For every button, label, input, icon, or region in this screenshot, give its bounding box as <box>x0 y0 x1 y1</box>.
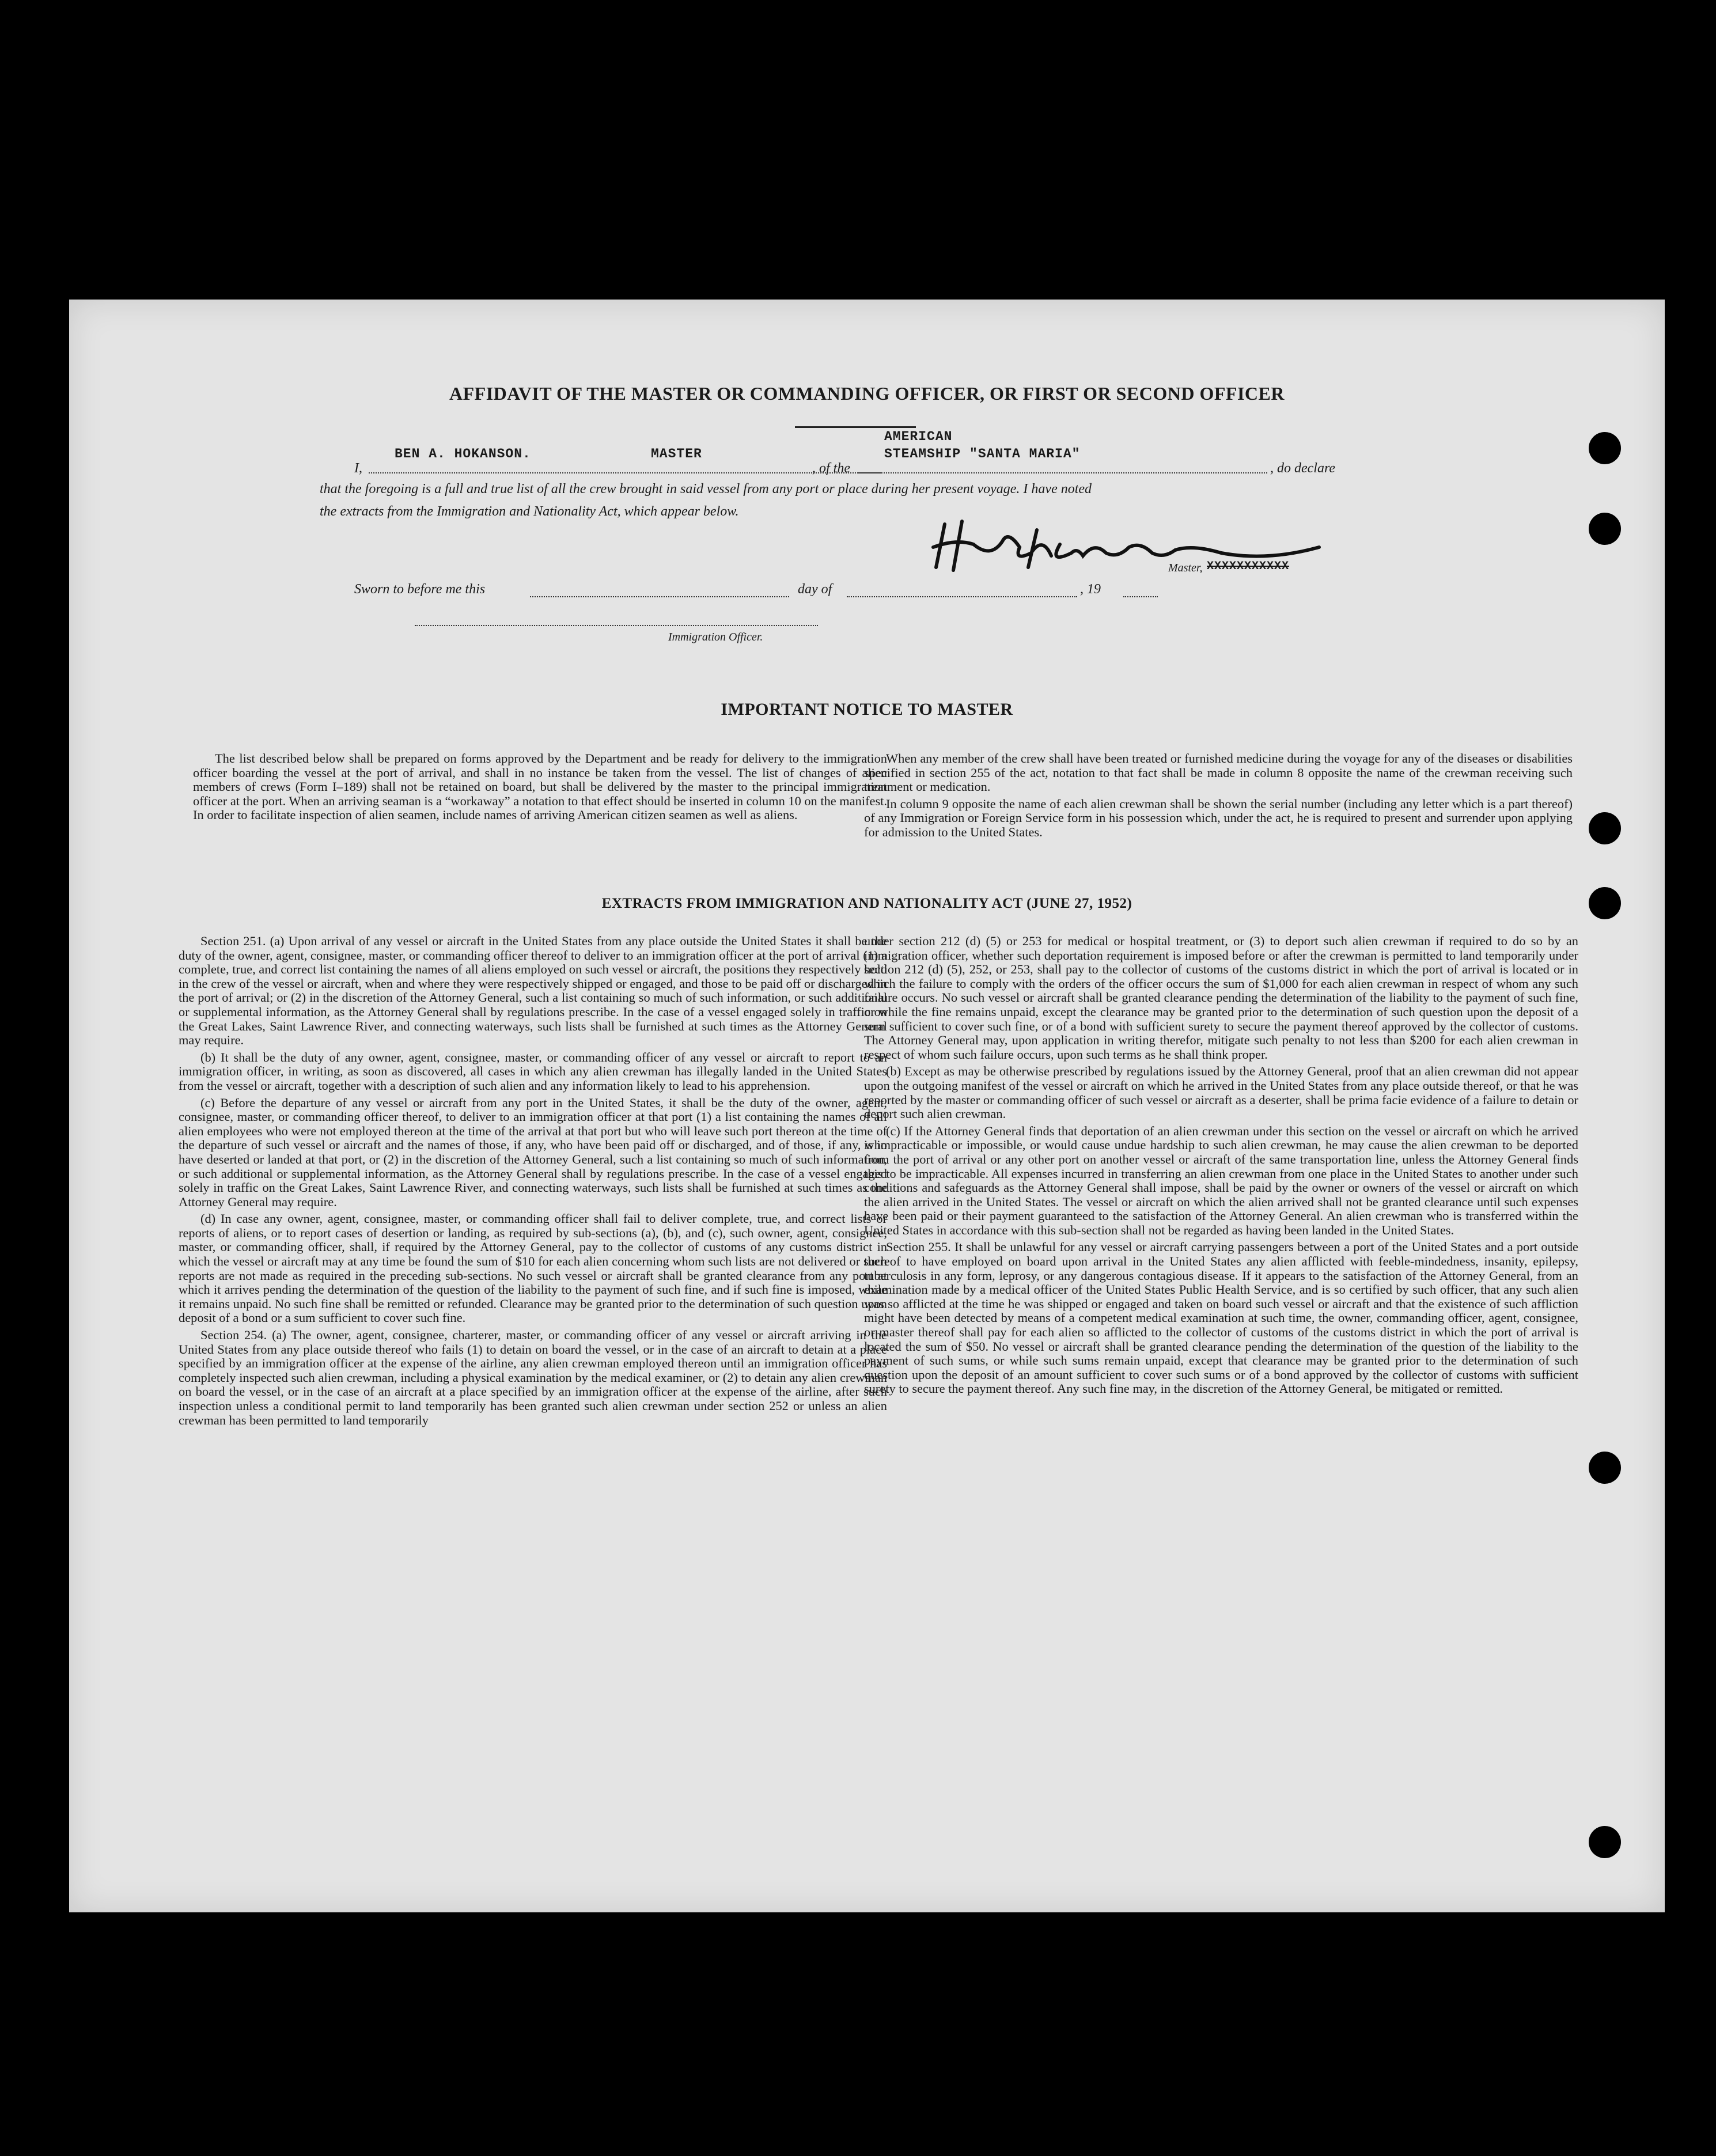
punch-hole <box>1589 432 1621 464</box>
statement-line-2: the extracts from the Immigration and Nationality Act, which appear below. <box>320 504 739 519</box>
punch-hole <box>1589 513 1621 545</box>
vessel-nationality: AMERICAN <box>884 429 953 444</box>
notice-left-column <box>193 752 887 825</box>
do-declare-label: , do declare <box>1270 461 1336 476</box>
statement-line-1: that the foregoing is a full and true list of all the crew brought in said vessel from any port or place during her present voyage. I have noted <box>320 482 1092 497</box>
section-251-b: (b) It shall be the duty of any owner, agent, consignee, master, or commanding officer of any vessel or aircraft to report to an immigration officer, in writing, as soon as discovered, all cases in which any alien crewman has illegally landed in the United States from the vessel or aircraft, together with a description of such alien and any information likely to lead to his apprehension. <box>179 1049 887 1093</box>
punch-hole <box>1589 812 1621 844</box>
section-254-b: (b) Except as may be otherwise prescribed by regulations issued by the Attorney General, proof that an alien crewman did not appear upon the outgoing manifest of the vessel or aircraft on which he arrived in the United States from any place outside thereof, or that he was reported by the master or commanding officer of such vessel or aircraft as a deserter, shall be prima facie evidence of a failure to detain or deport such alien crewman. <box>864 1064 1578 1121</box>
immigration-officer-label: Immigration Officer. <box>668 631 763 643</box>
notice-right-column <box>864 752 1573 843</box>
name-line <box>369 472 881 473</box>
section-251-d: (d) In case any owner, agent, consignee, master, or commanding officer shall fail to deliver complete, true, and correct lists or reports of aliens, or to report cases of desertion or landing, as required by sub-sections (a), (b), and (c), such owner, agent, consignee, master, or commanding officer, shall, if required by the Attorney General, pay to the collector of customs of any customs district in which the vessel or aircraft may at any time be found the sum of $10 for each alien concerning whom such lists are not delivered or such reports are not made as required in the preceding sub-sections. No such vessel or aircraft shall be granted clearance from any port at which it arrives pending the determination of the question of the liability to the payment of such fine, and if such fine is imposed, while it remains unpaid. No such fine shall be remitted or refunded. Clearance may be granted prior to the determination of such question upon deposit of a bond or a sum sufficient to cover such fine. <box>179 1211 887 1325</box>
of-the-label: , of the <box>812 461 850 476</box>
extracts-right-column <box>864 934 1578 1399</box>
sworn-day-line <box>530 596 789 597</box>
year-label: , 19 <box>1080 582 1101 597</box>
notice-right-paragraph-1: When any member of the crew shall have been treated or furnished medicine during the voyage for any of the diseases or disabilities specified in section 255 of the act, notation to that fact shall be made in column 8 opposite the name of the crewman receiving such treatment or medication. <box>864 751 1573 794</box>
vessel-line <box>858 472 1267 473</box>
day-of-label: day of <box>798 582 832 597</box>
punch-hole <box>1589 1826 1621 1858</box>
affidavit-title: AFFIDAVIT OF THE MASTER OR COMMANDING OFFICER, OR FIRST OR SECOND OFFICER <box>449 383 1285 404</box>
i-label: I, <box>354 461 362 476</box>
extracts-left-column <box>179 934 887 1430</box>
section-254-a: Section 254. (a) The owner, agent, consignee, charterer, master, or commanding officer of any vessel or aircraft arriving in the United States from any place outside thereof who fails (1) to detain on board the vessel, or in the case of an aircraft to detain at a place specified by an immigration officer at the expense of the airline, any alien crewman employed thereon until an immigration officer has completely inspected such alien crewman, including a physical examination by the medical examiner, or (2) to detain any alien crewman on board the vessel, or in the case of an aircraft at a place specified by an immigration officer at the expense of the airline, after such inspection unless a conditional permit to land temporarily has been granted such alien crewman under section 252 or unless an alien crewman has been permitted to land temporarily <box>179 1328 887 1427</box>
master-rank: MASTER <box>651 446 702 461</box>
sworn-label: Sworn to before me this <box>354 582 486 597</box>
officer-signature-line <box>415 625 818 626</box>
sworn-month-line <box>847 596 1077 597</box>
master-label: Master, <box>1168 562 1203 574</box>
document-page <box>69 300 1665 1912</box>
master-name: BEN A. HOKANSON. <box>395 446 531 461</box>
sworn-year-line <box>1123 596 1158 597</box>
notice-left-paragraph: The list described below shall be prepared on forms approved by the Department and be ready for delivery to the immigration officer boarding the vessel at the port of arrival, and shall in no instance be taken from the vessel. The list of changes of alien members of crews (Form I–189) shall not be retained on board, but shall be delivered by the master to the principal immigration officer at the port. When an arriving seaman is a “workaway” a notation to that effect should be inserted in column 10 on the manifest. In order to facilitate inspection of alien seamen, include names of arriving American citizen seamen as well as aliens. <box>193 751 887 823</box>
extracts-title: EXTRACTS FROM IMMIGRATION AND NATIONALITY ACT (JUNE 27, 1952) <box>601 896 1132 911</box>
punch-hole <box>1589 1452 1621 1484</box>
notice-title: IMPORTANT NOTICE TO MASTER <box>721 700 1013 719</box>
section-251-c: (c) Before the departure of any vessel or aircraft from any port in the United States, it shall be the duty of the owner, agent, consignee, master, or commanding officer thereof, to deliver to an immigration officer at that port (1) a list containing the names of all alien employees who were not employed thereon at the time of the arrival at that port but who will leave such port thereon at the time of the departure of such vessel or aircraft and the names of those, if any, who have been paid off or discharged, and of those, if any, who have deserted or landed at that port, or (2) in the discretion of the Attorney General, such a list containing so much of such information, or such additional or supplemental information, as the Attorney General shall by regulations prescribe. In the case of a vessel engaged solely in traffic on the Great Lakes, Saint Lawrence River, and connecting waterways, such lists shall be furnished at such times as the Attorney General may require. <box>179 1095 887 1209</box>
vessel-name: STEAMSHIP "SANTA MARIA" <box>884 446 1081 461</box>
notice-right-paragraph-2: In column 9 opposite the name of each alien crewman shall be shown the serial number (including any letter which is a part thereof) of any Immigration or Foreign Service form in his possession which, under the act, he is required to present and surrender upon applying for admission to the United States. <box>864 796 1573 839</box>
vessel-overline <box>795 426 916 428</box>
section-251-a: Section 251. (a) Upon arrival of any vessel or aircraft in the United States from any place outside the United States it shall be the duty of the owner, agent, consignee, master, or commanding officer thereof to deliver to an immigration officer at the port of arrival (1) a complete, true, and correct list containing the names of all aliens employed on such vessel or aircraft, the positions they respectively hold in the crew of the vessel or aircraft, when and where they were respectively shipped or engaged, and those to be paid off or discharged in the port of arrival; or (2) in the discretion of the Attorney General, such a list containing so much of such information, or such additional or supplemental information, as the Attorney General shall by regulations prescribe. In the case of a vessel engaged solely in traffic on the Great Lakes, Saint Lawrence River, and connecting waterways, such lists shall be furnished at such times as the Attorney General may require. <box>179 934 887 1048</box>
section-254-c: (c) If the Attorney General finds that deportation of an alien crewman under this section on the vessel or aircraft on which he arrived is impracticable or impossible, or would cause undue hardship to such alien crewman, he may cause the alien crewman to be deported from the port of arrival or any other port on another vessel or aircraft of the same transportation line, unless the Attorney General finds this to be impracticable. All expenses incurred in transferring an alien crewman from one place in the United States to another under such conditions and safeguards as the Attorney General shall impose, shall be paid by the owner or owners of the vessel or aircraft on which the alien arrived in the United States. The vessel or aircraft on which the alien arrived shall not be granted clearance until such expenses have been paid or their payment guaranteed to the satisfaction of the Attorney General. An alien crewman who is transferred within the United States in accordance with this sub-section shall not be regarded as having been landed in the United States. <box>864 1123 1578 1237</box>
master-struck-out: XXXXXXXXXXX <box>1207 560 1290 573</box>
section-255: Section 255. It shall be unlawful for any vessel or aircraft carrying passengers between a port of the United States and a port outside thereof to have employed on board upon arrival in the United States any alien afflicted with feeble-mindedness, insanity, epilepsy, tuberculosis in any form, leprosy, or any dangerous contagious disease. If it appears to the satisfaction of the Attorney General, from an examination made by a medical officer of the United States Public Health Service, and is so certified by such officer, that any such alien was so afflicted at the time he was shipped or engaged and taken on board such vessel or aircraft and that the existence of such affliction might have been detected by means of a competent medical examination at such time, the owner, commanding officer, agent, consignee, or master thereof shall pay for each alien so afflicted to the collector of customs of the customs district in which the port of arrival is located the sum of $50. No vessel or aircraft shall be granted clearance pending the determination of the question of the liability to the payment of such sums, or while such sums remain unpaid, except that clearance may be granted prior to the determination of such question upon the deposit of an amount sufficient to cover such sums or of a bond approved by the collector of customs with sufficient surety to secure the payment thereof. Any such fine may, in the discretion of the Attorney General, be mitigated or remitted. <box>864 1240 1578 1396</box>
section-254-a-cont: under section 212 (d) (5) or 253 for medical or hospital treatment, or (3) to deport such alien crewman if required to do so by an immigration officer, whether such deportation requirement is imposed before or after the crewman is permitted to land temporarily under section 212 (d) (5), 252, or 253, shall pay to the collector of customs of the customs district in which the port of arrival is located or in which the failure to comply with the orders of the officer occurs the sum of $1,000 for each alien crewman in respect of whom any such failure occurs. No such vessel or aircraft shall be granted clearance pending the determination of the liability to the payment of such fine, or while the fine remains unpaid, except the clearance may be granted prior to the determination of such question upon the deposit of a sum sufficient to cover such fine, or of a bond with sufficient surety to secure the payment thereof approved by the collector of customs. The Attorney General may, upon application in writing therefor, mitigate such penalty to not less than $200 for each alien crewman in respect of whom such failure occurs, upon such terms as he shall think proper. <box>864 934 1578 1062</box>
